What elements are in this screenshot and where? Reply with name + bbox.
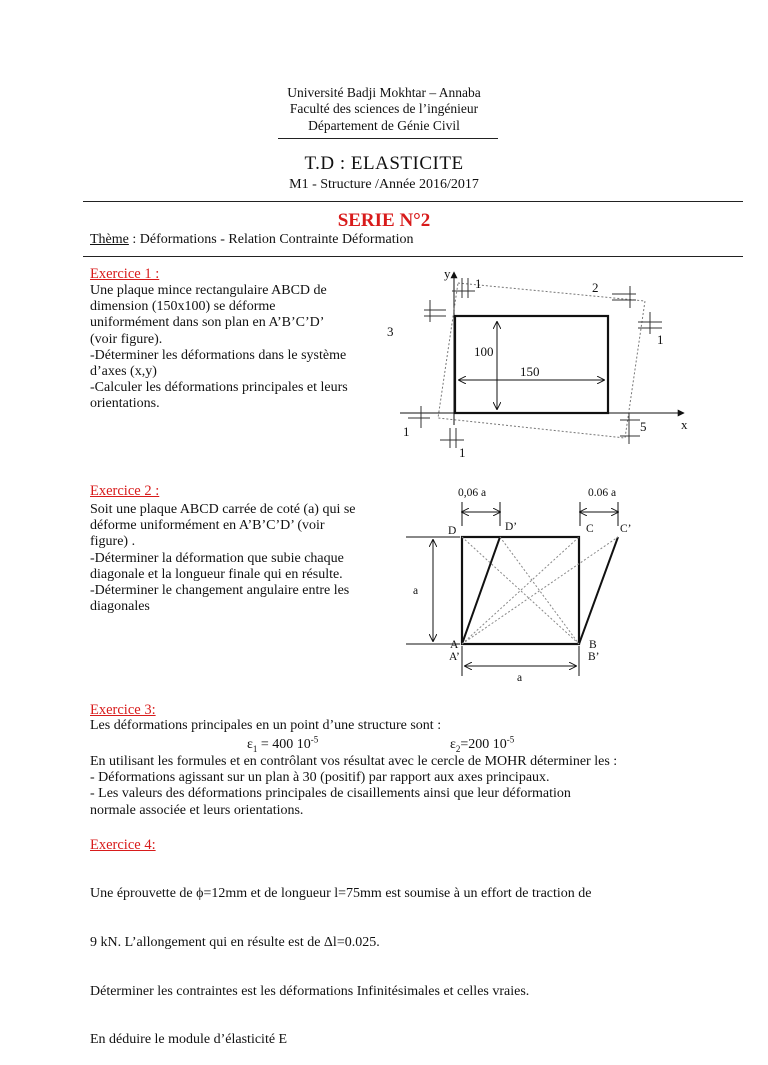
- disp-left: 3: [387, 324, 394, 339]
- epsilon1-value: $\varepsilon_1 = 400$ $10^{-5}$: [247, 734, 319, 754]
- faculty-name: Faculté des sciences de l’ingénieur: [289, 101, 479, 116]
- offset-left-label: 0,06 a: [458, 487, 487, 499]
- exercise3-title: Exercice 3:: [90, 702, 156, 718]
- deformed-side-bc: [579, 537, 618, 644]
- theme-label: Thème: [90, 232, 129, 247]
- exercise2-line: Soit une plaque ABCD carrée de coté (a) qui se: [90, 502, 356, 517]
- corner-b-prime: B’: [588, 651, 600, 663]
- deformed-plate-outline: [438, 283, 645, 438]
- exercise2-text: [90, 502, 356, 615]
- exercise1-line: d’axes (x,y): [90, 364, 157, 380]
- exercise2-line: figure) .: [90, 534, 136, 550]
- theme-text: : Déformations - Relation Contrainte Déformation: [128, 232, 414, 247]
- exercise3-line: - Les valeurs des déformations principales de cisaillements ainsi que leur déformation: [90, 786, 571, 802]
- height-label: 100: [474, 344, 494, 359]
- exercise3-line: En utilisant les formules et en contrôlant vos résultat avec le cercle de MOHR déterminer les :: [90, 754, 618, 769]
- deformed-side-ad: [462, 537, 500, 644]
- department-name: Département de Génie Civil: [308, 118, 460, 133]
- y-axis-label: y: [444, 266, 451, 281]
- exercise4-line: En déduire le module d’élasticité E: [90, 1032, 288, 1048]
- x-axis-label: x: [681, 417, 688, 432]
- disp-right: 1: [657, 332, 664, 347]
- side-h-label: a: [517, 672, 523, 684]
- course-title: T.D : ELASTICITE: [304, 153, 464, 174]
- disp-top-right: 2: [592, 280, 599, 295]
- epsilon2-value: $\varepsilon_2=200$ $10^{-5}$: [450, 734, 515, 754]
- exercise4-line: 9 kN. L’allongement qui en résulte est de Δl=0.025.: [90, 935, 380, 951]
- exercise3-text: [90, 754, 617, 819]
- exercise2-line: -Déterminer le changement angulaire entre les: [90, 583, 350, 599]
- exercise4-title: Exercice 4:: [90, 837, 156, 853]
- university-name: Université Badji Mokhtar – Annaba: [287, 85, 481, 100]
- exercise3-line: normale associée et leurs orientations.: [90, 802, 304, 818]
- course-subtitle: M1 - Structure /Année 2016/2017: [289, 177, 479, 192]
- disp-top-left: 1: [475, 276, 482, 291]
- exercise1-line: -Déterminer les déformations dans le système: [90, 347, 347, 363]
- corner-d: D: [448, 525, 457, 537]
- width-label: 150: [520, 364, 540, 379]
- corner-c-prime: C’: [620, 523, 632, 535]
- serie-title: SERIE N°2: [337, 210, 431, 231]
- disp-bottom-left-h: 1: [403, 424, 410, 439]
- corner-b: B: [589, 639, 597, 651]
- exercise2-title: Exercice 2 :: [90, 483, 160, 499]
- exercise1-line: uniformément dans son plan en A’B’C’D’: [90, 315, 325, 331]
- exercise2-line: diagonales: [90, 599, 150, 615]
- exercise2-line: -Déterminer la déformation que subie chaque: [90, 550, 344, 566]
- exercise4-text: [90, 854, 592, 1065]
- side-v-label: a: [413, 585, 419, 597]
- exercise3-intro: Les déformations principales en un point d’une structure sont :: [90, 718, 442, 733]
- exercise2-line: déforme uniformément en A’B’C’D’ (voir: [90, 518, 325, 534]
- corner-a-prime: A’: [449, 651, 460, 663]
- exercise1-line: Une plaque mince rectangulaire ABCD de: [90, 283, 327, 298]
- exercise2-figure: [406, 487, 632, 684]
- exercise1-line: orientations.: [90, 396, 160, 412]
- disp-bottom-right: 5: [640, 419, 647, 434]
- exercise3-line: - Déformations agissant sur un plan à 30 (positif) par rapport aux axes principaux.: [90, 770, 550, 786]
- exercise1-line: -Calculer les déformations principales et leurs: [90, 380, 348, 396]
- offset-right-label: 0.06 a: [588, 487, 617, 499]
- square-abcd: [462, 537, 579, 644]
- disp-bottom-left-v: 1: [459, 445, 466, 460]
- corner-c: C: [586, 523, 594, 535]
- exercise4-line: Déterminer les contraintes est les déformations Infinitésimales et celles vraies.: [90, 983, 530, 999]
- exercise1-title: Exercice 1 :: [90, 266, 160, 282]
- corner-d-prime: D’: [505, 521, 518, 533]
- exercise1-line: (voir figure).: [90, 331, 163, 347]
- exercise4-line: Une éprouvette de ϕ=12mm et de longueur l=75mm est soumise à un effort de traction de: [90, 886, 592, 902]
- exercise1-line: dimension (150x100) se déforme: [90, 299, 276, 315]
- exercise2-line: diagonale et la longueur finale qui en résulte.: [90, 566, 343, 582]
- corner-a: A: [450, 639, 459, 651]
